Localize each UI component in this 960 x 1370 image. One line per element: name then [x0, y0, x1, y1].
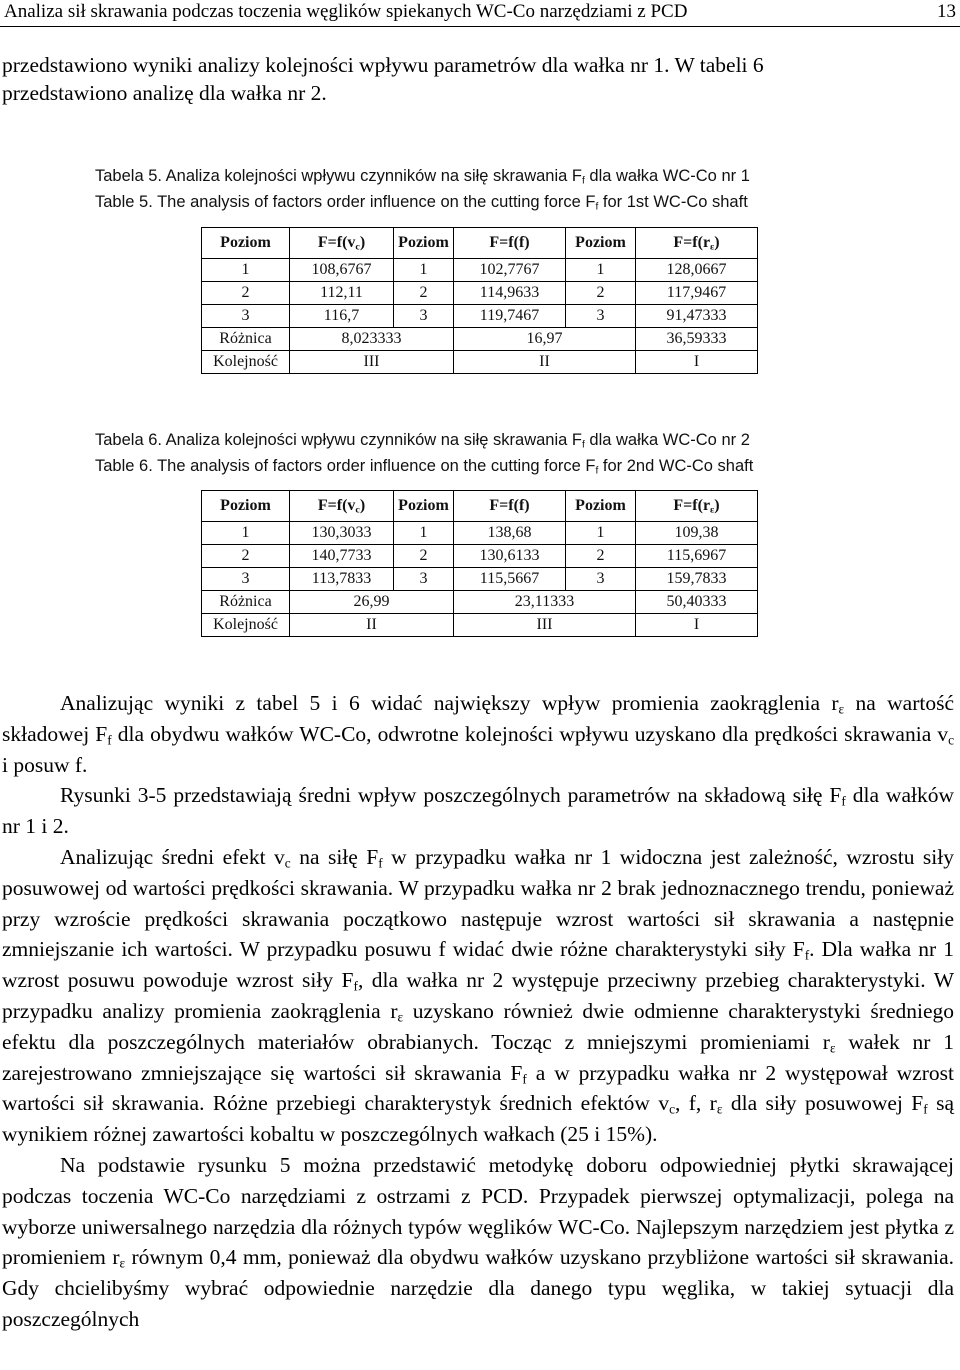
table-cell: 119,7467: [454, 305, 566, 328]
table-cell: 2: [394, 545, 454, 568]
header-cell: Poziom: [566, 491, 636, 522]
difference-row: [202, 591, 758, 614]
table5-caption: [95, 163, 895, 215]
header-cell: $F=f(r_\varepsilon)$: [636, 228, 758, 259]
table-row: [202, 545, 758, 568]
table-cell: 117,9467: [636, 282, 758, 305]
table-cell: 91,47333: [636, 305, 758, 328]
body-text: [2, 688, 954, 1335]
header-cell: $F=f(r_\varepsilon)$: [636, 491, 758, 522]
table6-caption-en: Table 6. The analysis of factors order influence on the cutting force $F_f$ for 2nd WC-Co shaft: [95, 457, 754, 477]
table-row: [202, 305, 758, 328]
header-cell: Poziom: [394, 228, 454, 259]
intro-line-2: przedstawiono analizę dla wałka nr 2.: [2, 81, 327, 105]
table-cell: 1: [394, 259, 454, 282]
table-6: [201, 490, 758, 637]
table-cell: 1: [566, 522, 636, 545]
table-cell: 115,5667: [454, 568, 566, 591]
header-cell: $F=f(v_c)$: [290, 228, 394, 259]
row-label: Różnica: [202, 328, 290, 351]
table5-caption-pl: Tabela 5. Analiza kolejności wpływu czynników na siłę skrawania $F_f$ dla wałka WC-Co nr 1: [95, 167, 750, 187]
table-cell: I: [636, 614, 758, 637]
table-cell: 2: [202, 282, 290, 305]
paragraph-2: Rysunki 3-5 przedstawiają średni wpływ poszczególnych parametrów na składową siłę $F_f$ dla wałków nr 1 i 2.: [2, 783, 954, 839]
header-cell: $F=f(v_c)$: [290, 491, 394, 522]
table-cell: 112,11: [290, 282, 394, 305]
row-label: Różnica: [202, 591, 290, 614]
table-cell: 3: [566, 305, 636, 328]
table-row: [202, 282, 758, 305]
table-5: [201, 227, 758, 374]
table-cell: 113,7833: [290, 568, 394, 591]
header-cell: F=f(f): [454, 228, 566, 259]
table-cell: 3: [394, 305, 454, 328]
table-cell: 2: [566, 545, 636, 568]
table-cell: 3: [566, 568, 636, 591]
table-cell: II: [290, 614, 454, 637]
header-cell: F=f(f): [454, 491, 566, 522]
table-cell: 109,38: [636, 522, 758, 545]
table-cell: 114,9633: [454, 282, 566, 305]
table-cell: 36,59333: [636, 328, 758, 351]
running-header: [0, 0, 960, 27]
table5-caption-en: Table 5. The analysis of factors order influence on the cutting force $F_f$ for 1st WC-Co shaft: [95, 193, 748, 213]
table-cell: 108,6767: [290, 259, 394, 282]
table-cell: 159,7833: [636, 568, 758, 591]
page-number: 13: [937, 1, 956, 22]
table6-caption: [95, 427, 895, 479]
order-row: [202, 351, 758, 374]
paragraph-1: Analizując wyniki z tabel 5 i 6 widać największy wpływ promienia zaokrąglenia $r_\varepsilon$ na wartość składowej $F_f$ dla obydwu wałków WC-Co, odwrotne kolejności wpływu uzyskano dla prędkości skrawania $v_c$ i posuw f.: [2, 691, 954, 777]
table-cell: 1: [566, 259, 636, 282]
table-cell: 1: [394, 522, 454, 545]
table-cell: 130,6133: [454, 545, 566, 568]
table-cell: 2: [566, 282, 636, 305]
table-cell: 26,99: [290, 591, 454, 614]
table-cell: 138,68: [454, 522, 566, 545]
table-cell: 115,6967: [636, 545, 758, 568]
intro-text: [2, 51, 952, 107]
table-cell: 102,7767: [454, 259, 566, 282]
header-cell: Poziom: [202, 491, 290, 522]
paragraph-3: Analizując średni efekt $v_c$ na siłę $F_f$ w przypadku wałka nr 1 widoczna jest zależność, wzrostu siły posuwowej od wartości prędkości skrawania. W przypadku wałka nr 2 brak jednoznacznego trendu, ponieważ przy wzroście prędkości skrawania początkowo następuje wzrost wartości sił skrawania a następnie zmniejszanie ich wartości. W przypadku posuwu f widać dwie różne charakterystyki siły $F_f$. Dla wałka nr 1 wzrost posuwu powoduje wzrost siły $F_f$, dla wałka nr 2 występuje przeciwny przebieg charakterystyki. W przypadku analizy promienia zaokrąglenia $r_\varepsilon$ uzyskano również dwie odmienne charakterystyki średniego efektu dla poszczególnych materiałów obrabianych. Tocząc z mniejszymi promieniami $r_\varepsilon$ wałek nr 1 zarejestrowano zmniejszające się wartości sił skrawania $F_f$ a w przypadku wałka nr 2 występował wzrost wartości sił skrawania. Różne przebiegi charakterystyk średnich efektów $v_c$, f, $r_\varepsilon$ dla siły posuwowej $F_f$ są wynikiem różnej zawartości kobaltu w poszczególnych wałkach (25 i 15%).: [2, 844, 955, 1147]
table-cell: 1: [202, 522, 290, 545]
table-cell: I: [636, 351, 758, 374]
table-cell: 3: [202, 305, 290, 328]
table-header-row: [202, 491, 758, 522]
table-cell: 2: [202, 545, 290, 568]
table-cell: 23,11333: [454, 591, 636, 614]
table-cell: 3: [394, 568, 454, 591]
table-cell: 1: [202, 259, 290, 282]
table-cell: III: [454, 614, 636, 637]
table-cell: 50,40333: [636, 591, 758, 614]
intro-line-1: przedstawiono wyniki analizy kolejności wpływu parametrów dla wałka nr 1. W tabeli 6: [2, 53, 764, 77]
table-cell: 16,97: [454, 328, 636, 351]
row-label: Kolejność: [202, 351, 290, 374]
table-row: [202, 522, 758, 545]
table-cell: III: [290, 351, 454, 374]
header-cell: Poziom: [202, 228, 290, 259]
table-row: [202, 259, 758, 282]
table-row: [202, 568, 758, 591]
paragraph-4: Na podstawie rysunku 5 można przedstawić metodykę doboru odpowiedniej płytki skrawającej podczas toczenia WC-Co narzędziami z ostrzami z PCD. Przypadek pierwszej optymalizacji, polega na wyborze uniwersalnego narzędzia dla różnych typów węglików WC-Co. Najlepszym narzędziem jest płytka z promieniem $r_\varepsilon$ równym 0,4 mm, ponieważ dla obydwu wałków uzyskano przybliżone wartości sił skrawania. Gdy chcielibyśmy wybrać odpowiednie narzędzie dla danego typu węglika, w takiej sytuacji dla poszczególnych: [2, 1152, 954, 1331]
table-cell: 3: [202, 568, 290, 591]
row-label: Kolejność: [202, 614, 290, 637]
table6-caption-pl: Tabela 6. Analiza kolejności wpływu czynników na siłę skrawania $F_f$ dla wałka WC-Co nr 2: [95, 431, 750, 451]
table-cell: 2: [394, 282, 454, 305]
header-cell: Poziom: [566, 228, 636, 259]
table-header-row: [202, 228, 758, 259]
table-cell: 116,7: [290, 305, 394, 328]
difference-row: [202, 328, 758, 351]
table-cell: 8,023333: [290, 328, 454, 351]
header-cell: Poziom: [394, 491, 454, 522]
header-title: Analiza sił skrawania podczas toczenia węglików spiekanych WC-Co narzędziami z PCD: [4, 1, 688, 22]
table-cell: 140,7733: [290, 545, 394, 568]
table-cell: II: [454, 351, 636, 374]
table-cell: 128,0667: [636, 259, 758, 282]
order-row: [202, 614, 758, 637]
table-cell: 130,3033: [290, 522, 394, 545]
